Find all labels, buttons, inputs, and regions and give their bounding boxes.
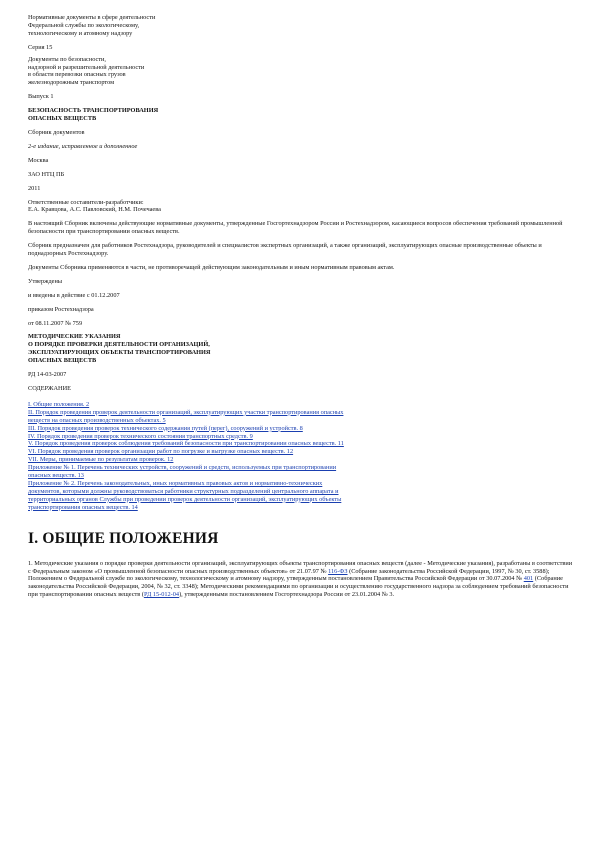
toc-link[interactable]: VI. Порядок проведения проверок организации работ по погрузке и выгрузке опасных веществ. 12 — [28, 448, 294, 456]
toc-link[interactable]: II. Порядок проведения проверок деятельности организаций, эксплуатирующих участки транспортирования опасных веществ на опасных производственных объектах. 5 — [28, 408, 344, 424]
toc-link[interactable]: IV. Порядок проведения проверок технического состояния транспортных средств. 9 — [28, 432, 253, 440]
collection-label: Сборник документов — [28, 128, 85, 136]
series-number: Серия 15 — [28, 43, 53, 51]
series-header: Нормативные документы в сфере деятельности Федеральной службы по экологическому, технологическому и атомному надзору — [28, 14, 156, 37]
rd-link[interactable]: РД 15-012-04 — [143, 591, 180, 599]
approval-order-date: от 08.11.2007 № 759 — [28, 319, 83, 327]
issue-number: Выпуск 1 — [28, 93, 54, 101]
section-heading: I. ОБЩИЕ ПОЛОЖЕНИЯ — [28, 529, 219, 547]
intro-paragraph: Документы Сборника применяются в части, не противоречащей действующим законодательным и иным нормативным правовым актам. — [28, 263, 395, 271]
compilers: Ответственные составители-разработчики: Е.А. Кравцова, А.С. Павловский, Н.М. Почечаева — [28, 198, 161, 214]
document-body — [28, 14, 573, 599]
toc-link[interactable]: VII. Меры, принимаемые по результатам проверок. 12 — [28, 456, 174, 464]
approval-order: приказом Ростехнадзора — [28, 305, 94, 313]
paragraph-text: 1. Методические указания о порядке проверки деятельности организаций, эксплуатирующих объекты транспортирования опасных веществ (далее - Методические указания), разработаны в соответствии с Федеральным законом «О промышленной безопасности опасных производственных объектов» от 21.07.97 № — [28, 559, 573, 575]
year: 2011 — [28, 184, 41, 192]
document-title: МЕТОДИЧЕСКИЕ УКАЗАНИЯ О ПОРЯДКЕ ПРОВЕРКИ ДЕЯТЕЛЬНОСТИ ОРГАНИЗАЦИЙ, ЭКСПЛУАТИРУЮЩИХ ОБЪЕКТЫ ТРАНСПОРТИРОВАНИЯ ОПАСНЫХ ВЕЩЕСТВ — [28, 333, 211, 365]
toc-link[interactable]: III. Порядок проведения проверок технического содержания путей (перег), сооружений и устройств. 8 — [28, 424, 303, 432]
law-link[interactable]: 116-ФЗ — [328, 567, 348, 575]
approval-effective: и введены в действие с 01.12.2007 — [28, 291, 120, 299]
book-title: БЕЗОПАСНОСТЬ ТРАНСПОРТИРОВАНИЯ ОПАСНЫХ ВЕЩЕСТВ — [28, 107, 159, 123]
toc-link[interactable]: Приложение № 1. Перечень технических устройств, сооружений и средств, используемых при транспортировании опасных веществ. 13 — [28, 464, 337, 480]
approval-label: Утверждены — [28, 277, 63, 285]
decree-link[interactable]: 401 — [523, 575, 534, 583]
document-code: РД 14-03-2007 — [28, 371, 67, 379]
edition-label: 2-е издание, исправленное и дополненное — [28, 142, 138, 150]
table-of-contents — [28, 401, 573, 512]
publisher: ЗАО НТЦ ПБ — [28, 170, 65, 178]
toc-link[interactable]: I. Общие положения. 2 — [28, 400, 90, 408]
section-paragraph — [28, 560, 573, 600]
paragraph-text: (Собрание законодательства Российской Федерации, 1997, № 30, ст. 3588); Положением о Федеральной службе по экологическому, технологическому и атомному надзору, утвержденным постановлением Правительства Российской Федерации от 30.07.2004 № — [28, 567, 550, 583]
toc-link[interactable]: Приложение № 2. Перечень законодательных, иных нормативных правовых актов и нормативно-технических документов, которыми должны руководствоваться работники структурных подразделений центрального аппарата и территориальных органов Службы при проведении проверок деятельности организаций, эксплуатирующих объекты транспортирования опасных веществ. 14 — [28, 479, 342, 511]
paragraph-text: ), утвержденными постановлением Госгортехнадзора России от 23.01.2004 № 3. — [179, 591, 395, 599]
toc-link[interactable]: V. Порядок проведения проверок соблюдения требований безопасности при транспортировании опасных веществ. 11 — [28, 440, 344, 448]
intro-paragraph: Сборник предназначен для работников Ростехнадзора, руководителей и специалистов экспертных организаций, а также организаций, эксплуатирующих опасные производственные объекты и поднадзорных Ростехнадзору. — [28, 242, 542, 258]
paragraph-text: (Собрание законодательства Российской Федерации, 2004, № 32, ст. 3348); Методическими рекомендациями по организации и осуществлению государственного надзора за соблюдением требований безопасности при транспортировании опасных веществ ( — [28, 575, 569, 599]
city: Москва — [28, 156, 49, 164]
contents-heading: СОДЕРЖАНИЕ — [28, 385, 71, 392]
series-title: Документы по безопасности, надзорной и разрешительной деятельности в области перевозки опасных грузов железнодорожным транспортом — [28, 55, 145, 87]
intro-paragraph: В настоящий Сборник включены действующие нормативные документы, утвержденные Госгортехнадзором России и Ростехнадзором, касающиеся вопросов обеспечения требований промышленной безопасности при транспортировании опасных веществ. — [28, 220, 563, 236]
